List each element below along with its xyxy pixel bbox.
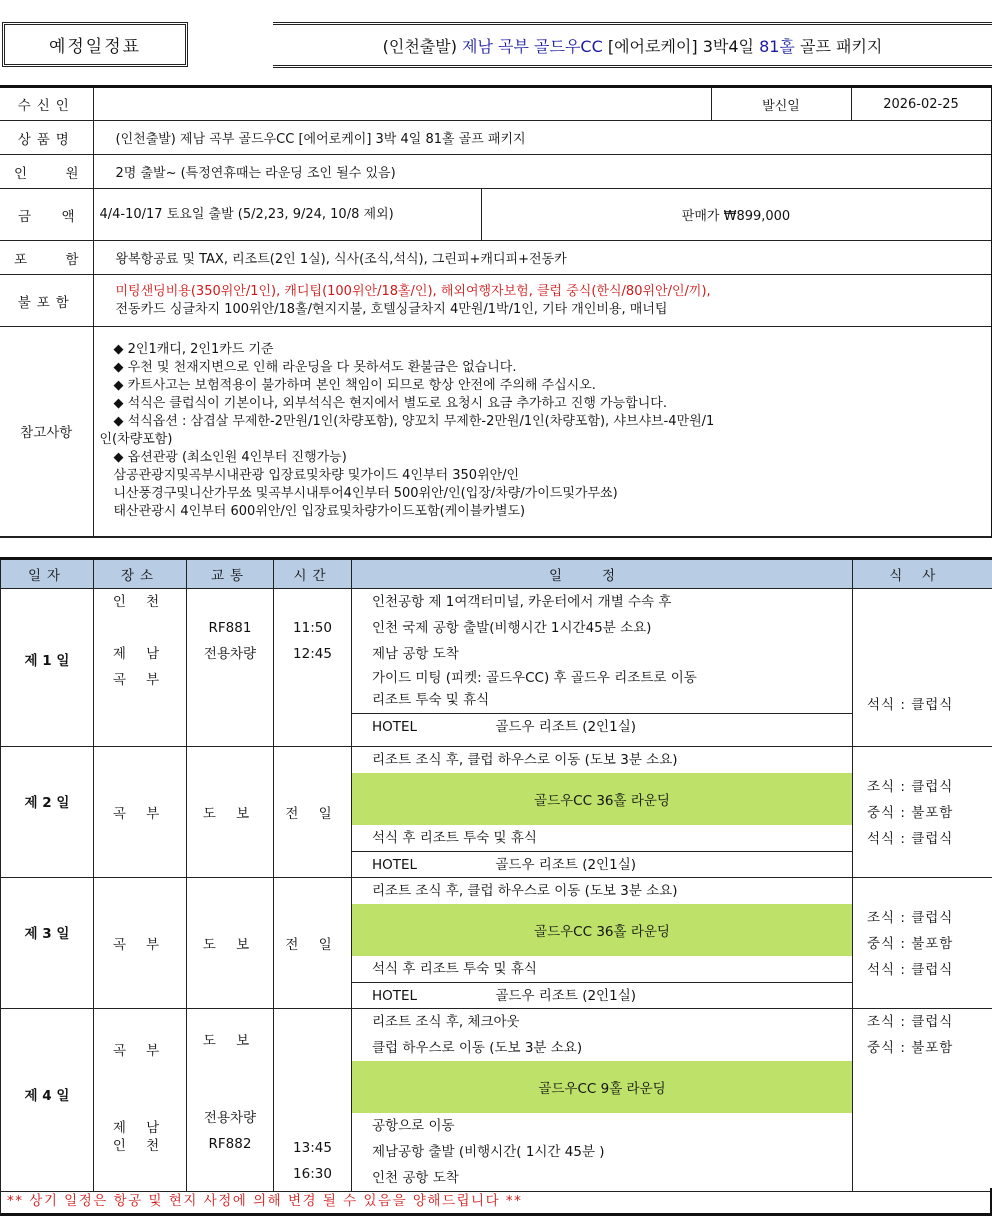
time-text: 11:50 xyxy=(293,620,332,636)
include-value: 왕복항공료 및 TAX, 리조트(2인 1실), 식사(조식,석식), 그린피+캐디피+전동카 xyxy=(93,241,992,275)
note-item: ◆ 카트사고는 보험적용이 불가하며 본인 책임이 되므로 항상 안전에 주의해 주십시오. xyxy=(113,378,596,394)
col-header-place: 장소 xyxy=(94,559,187,589)
meal-item: 조식 : 클럽식 xyxy=(867,1014,954,1030)
day-transport: 도 보 xyxy=(187,878,274,1009)
place-text: 곡 부 xyxy=(112,1043,168,1059)
itinerary-item: 제남공항 출발 (비행시간( 1시간 45분 ) xyxy=(372,1144,605,1160)
meal-item: 조식 : 클럽식 xyxy=(867,910,954,926)
time-text: 12:45 xyxy=(293,646,332,662)
day-time: 전 일 xyxy=(274,878,352,1009)
document-title-text: 예정일정표 xyxy=(48,37,142,57)
transport-text: 도 보 xyxy=(202,1033,258,1049)
time-text: 16:30 xyxy=(293,1166,332,1182)
day-transport xyxy=(187,1009,274,1192)
itinerary-item: 제남 공항 도착 xyxy=(372,646,459,662)
note-item: ◆ 2인1캐디, 2인1카드 기준 xyxy=(113,342,274,358)
place-text xyxy=(94,615,186,641)
headline-holes: 81홀 xyxy=(759,36,795,56)
people-row xyxy=(0,155,992,189)
day-meals xyxy=(853,878,992,1009)
col-header-date: 일자 xyxy=(1,559,94,589)
day-label: 제 1 일 xyxy=(1,589,94,747)
itinerary-item: 석식 후 리조트 투숙 및 휴식 xyxy=(372,830,537,846)
day-itinerary xyxy=(352,589,853,747)
note-item: 태산관광시 4인부터 600위안/인 입장료및차량가이드포함(케이블카별도) xyxy=(113,504,526,520)
day-transport xyxy=(187,589,274,747)
note-item: 니산풍경구및니산가무쑈 및곡부시내투어4인부터 500위안/인(입장/차량/가이드및가무쑈) xyxy=(113,486,618,502)
meal-item: 석식 : 클럽식 xyxy=(867,962,954,978)
day-label: 제 2 일 xyxy=(1,747,94,878)
package-headline xyxy=(273,22,992,68)
transport-text: 전용차량 xyxy=(203,1110,257,1126)
day-places xyxy=(94,1009,187,1192)
document-title xyxy=(2,22,188,67)
note-item: 인(차량포함) xyxy=(99,432,173,448)
transport-text xyxy=(187,589,273,615)
col-header-time: 시간 xyxy=(274,559,352,589)
product-value: (인천출발) 제남 곡부 골드우CC [에어로케이] 3박 4일 81홀 골프 패키지 xyxy=(93,121,992,155)
price-label-a: 금 xyxy=(18,208,32,225)
golf-round-text: 골드우CC 36홀 라운딩 xyxy=(534,924,670,940)
recipient-label: 수신인 xyxy=(0,87,93,121)
include-label xyxy=(0,241,93,275)
meal-item: 중식 : 불포함 xyxy=(867,936,954,952)
product-row xyxy=(0,121,992,155)
flight-number: RF881 xyxy=(208,620,252,636)
day-row-4 xyxy=(1,1009,992,1192)
headline-destination: 제남 곡부 골드우CC xyxy=(462,36,603,56)
recipient-row xyxy=(0,87,992,121)
itinerary-item: 가이드 미팅 (피켓: 골드우CC) 후 골드우 리조트로 이동 xyxy=(372,670,697,686)
day-place: 곡 부 xyxy=(94,747,187,878)
day-time: 전 일 xyxy=(274,747,352,878)
col-header-itinerary: 일정 xyxy=(352,559,853,589)
hotel-name: 골드우 리조트 (2인1실) xyxy=(495,719,636,735)
day-meals xyxy=(853,747,992,878)
itinerary-item: 클럽 하우스로 이동 (도보 3분 소요) xyxy=(372,1040,583,1056)
schedule-header-row xyxy=(1,559,992,589)
exclude-label: 불포함 xyxy=(0,275,93,327)
day-itinerary xyxy=(352,878,853,1009)
people-label-a: 인 xyxy=(14,165,28,182)
place-text: 인 천 xyxy=(112,594,168,610)
day-meals xyxy=(853,589,992,747)
time-text xyxy=(274,589,351,615)
hotel-name: 골드우 리조트 (2인1실) xyxy=(495,988,636,1004)
transport-text: 전용차량 xyxy=(203,646,257,662)
day-times xyxy=(274,589,352,747)
golf-round-text: 골드우CC 36홀 라운딩 xyxy=(534,793,670,809)
price-label xyxy=(0,189,93,241)
people-label xyxy=(0,155,93,189)
hotel-label: HOTEL xyxy=(372,988,418,1004)
day-itinerary xyxy=(352,1009,853,1192)
note-item: ◆ 옵션관광 (최소인원 4인부터 진행가능) xyxy=(113,450,347,466)
day-place: 곡 부 xyxy=(94,878,187,1009)
place-text: 제 남 xyxy=(112,646,168,662)
itinerary-item: 석식 후 리조트 투숙 및 휴식 xyxy=(372,961,537,977)
day-times xyxy=(274,1009,352,1192)
itinerary-item: 인천 국제 공항 출발(비행시간 1시간45분 소요) xyxy=(372,620,652,636)
exclude-row xyxy=(0,275,992,327)
people-label-b: 원 xyxy=(65,165,79,182)
day-places xyxy=(94,589,187,747)
day-row-2 xyxy=(1,747,992,878)
schedule-table xyxy=(0,557,992,1192)
product-label: 상품명 xyxy=(0,121,93,155)
golf-round-highlight xyxy=(352,1061,852,1113)
recipient-value xyxy=(93,87,711,121)
itinerary-item: 리조트 조식 후, 체크아웃 xyxy=(372,1014,520,1030)
exclude-red-text: 미팅샌딩비용(350위안/1인), 캐디팁(100위안/18홀/인), 해외여행자보험, 클럽 중식(한식/80위안/인/끼), xyxy=(115,283,711,299)
price-period: 4/4-10/17 토요일 출발 (5/2,23, 9/24, 10/8 제외) xyxy=(93,189,481,241)
include-row xyxy=(0,241,992,275)
day-row-1 xyxy=(1,589,992,747)
people-value: 2명 출발~ (특정연휴때는 라운딩 조인 될수 있음) xyxy=(93,155,992,189)
include-label-a: 포 xyxy=(14,251,28,268)
meal-item: 중식 : 불포함 xyxy=(867,805,954,821)
hotel-line xyxy=(352,713,852,739)
price-value: 판매가 ₩899,000 xyxy=(481,189,992,241)
notes-row xyxy=(0,327,992,537)
place-text: 곡 부 xyxy=(112,672,168,688)
note-item: ◆ 석식은 클럽식이 기본이나, 외부석식은 현지에서 별도로 요청시 요금 추가하고 진행 가능합니다. xyxy=(113,396,667,412)
hotel-label: HOTEL xyxy=(372,857,418,873)
note-item: ◆ 석식옵션 : 삼겹살 무제한-2만원/1인(차량포함), 양꼬치 무제한-2만원/1인(차량포함), 샤브샤브-4만원/1 xyxy=(113,414,715,430)
notes-content xyxy=(93,327,992,537)
send-date-label: 발신일 xyxy=(711,87,851,121)
meal-item: 석식 : 클럽식 xyxy=(867,831,954,847)
place-text: 제 남 xyxy=(112,1120,168,1136)
day-meals xyxy=(853,1009,992,1192)
meal-item: 석식 : 클럽식 xyxy=(867,697,954,713)
itinerary-item: 리조트 조식 후, 클럽 하우스로 이동 (도보 3분 소요) xyxy=(372,883,678,899)
headline-prefix: (인천출발) xyxy=(382,36,457,56)
hotel-label: HOTEL xyxy=(372,719,418,735)
meal-item: 중식 : 불포함 xyxy=(867,1040,954,1056)
itinerary-item: 리조트 조식 후, 클럽 하우스로 이동 (도보 3분 소요) xyxy=(372,752,678,768)
col-header-meals: 식사 xyxy=(853,559,992,589)
itinerary-item: 리조트 투숙 및 휴식 xyxy=(372,692,490,708)
day-transport: 도 보 xyxy=(187,747,274,878)
day-label: 제 3 일 xyxy=(1,878,94,1009)
golf-round-highlight xyxy=(352,773,852,825)
price-row xyxy=(0,189,992,241)
hotel-name: 골드우 리조트 (2인1실) xyxy=(495,857,636,873)
flight-number: RF882 xyxy=(208,1136,252,1152)
price-label-b: 액 xyxy=(61,208,75,225)
time-text: 13:45 xyxy=(293,1140,332,1156)
itinerary-item: 인천 공항 도착 xyxy=(372,1170,459,1186)
itinerary-item: 공항으로 이동 xyxy=(372,1118,455,1134)
note-item: 삼공관광지및곡부시내관광 입장료및차량 및가이드 4인부터 350위안/인 xyxy=(113,468,520,484)
col-header-transport: 교통 xyxy=(187,559,274,589)
note-item: ◆ 우천 및 천재지변으로 인해 라운딩을 다 못하셔도 환불금은 없습니다. xyxy=(113,360,517,376)
place-text: 인 천 xyxy=(112,1138,168,1154)
footer-notice: ** 상기 일정은 항공 및 현지 사정에 의해 변경 될 수 있음을 양해드립니다 ** xyxy=(0,1188,992,1216)
golf-round-text: 골드우CC 9홀 라운딩 xyxy=(538,1081,666,1097)
itinerary-item: 인천공항 제 1여객터미널, 카운터에서 개별 수속 후 xyxy=(372,594,672,610)
exclude-black-text: 전동카드 싱글차지 100위안/18홀/현지지불, 호텔싱글차지 4만원/1박/1인, 기타 개인비용, 매너팁 xyxy=(115,301,668,317)
meal-item: 조식 : 클럽식 xyxy=(867,779,954,795)
golf-round-highlight xyxy=(352,904,852,956)
hotel-line xyxy=(352,982,852,1008)
send-date-value: 2026-02-25 xyxy=(851,87,992,121)
include-label-b: 함 xyxy=(65,251,79,268)
info-table xyxy=(0,85,992,538)
hotel-line xyxy=(352,851,852,877)
day-row-3 xyxy=(1,878,992,1009)
headline-suffix: 골프 패키지 xyxy=(799,36,883,56)
headline-airline-duration: [에어로케이] 3박4일 xyxy=(607,36,754,56)
day-itinerary xyxy=(352,747,853,878)
exclude-value xyxy=(93,275,992,327)
day-label: 제 4 일 xyxy=(1,1009,94,1192)
notes-label: 참고사항 xyxy=(0,327,93,537)
